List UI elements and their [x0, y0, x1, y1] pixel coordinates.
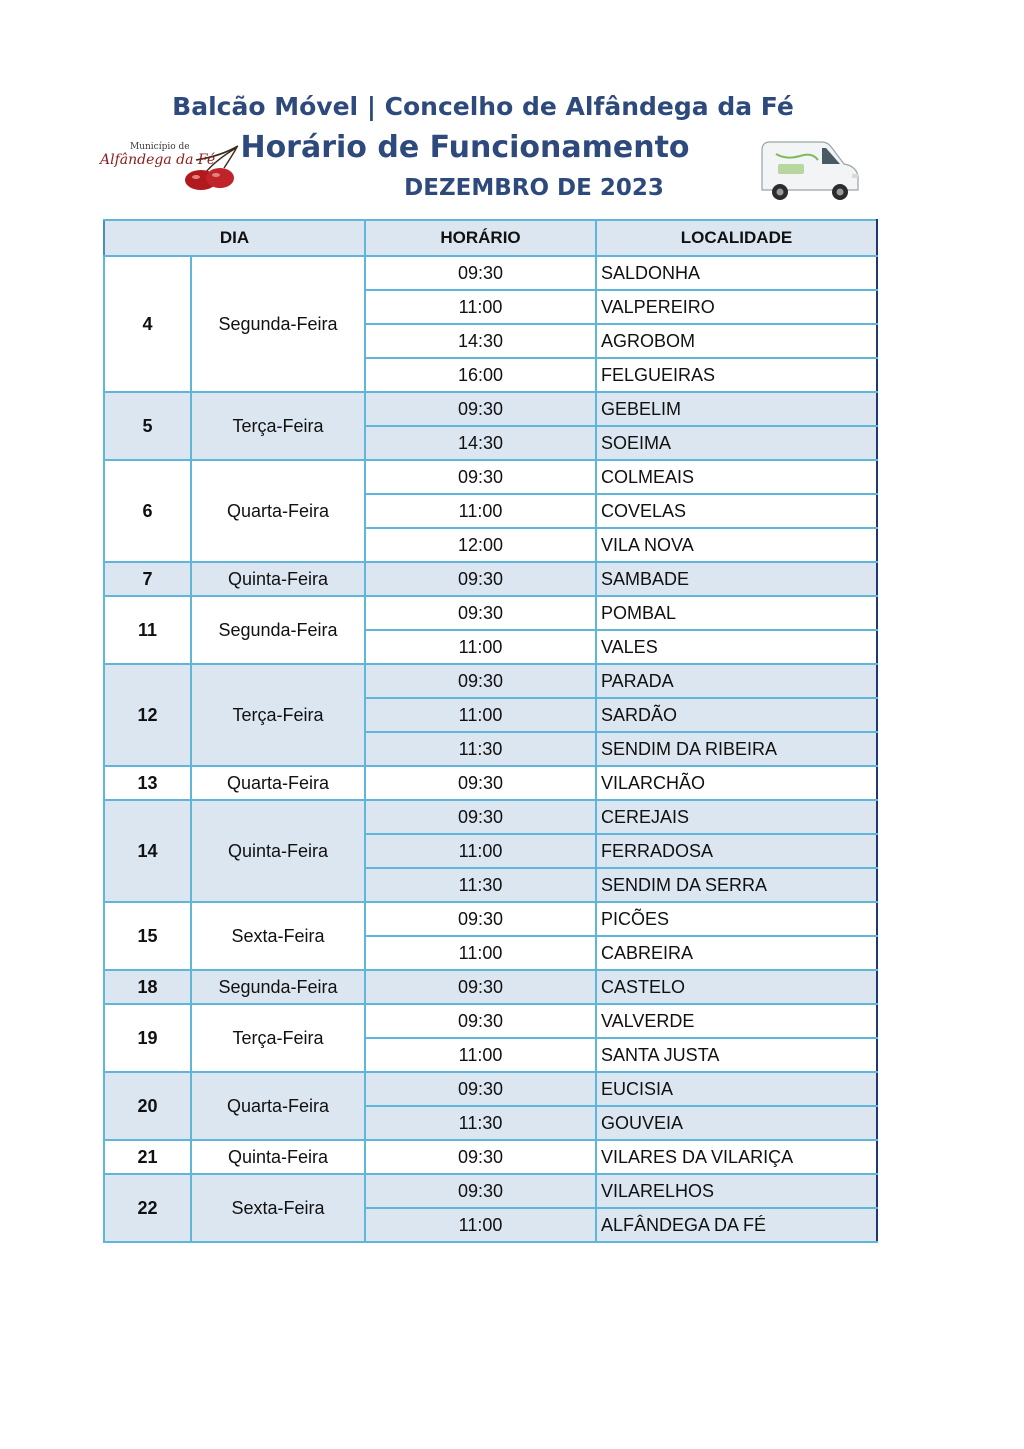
stop-time: 09:30: [365, 970, 596, 1004]
stop-location: VILARES DA VILARIÇA: [596, 1140, 877, 1174]
weekday: Quinta-Feira: [191, 562, 365, 596]
table-header-row: [104, 220, 877, 256]
stop-time: 09:30: [365, 902, 596, 936]
stop-location: GEBELIM: [596, 392, 877, 426]
table-row: [104, 392, 877, 426]
stop-time: 09:30: [365, 1072, 596, 1106]
schedule-title: Horário de Funcionamento: [240, 130, 690, 165]
weekday: Segunda-Feira: [191, 596, 365, 664]
stop-time: 09:30: [365, 1174, 596, 1208]
day-number: 7: [104, 562, 191, 596]
stop-time: 14:30: [365, 426, 596, 460]
stop-location: SOEIMA: [596, 426, 877, 460]
stop-time: 11:00: [365, 494, 596, 528]
table-row: [104, 596, 877, 630]
table-row: [104, 1072, 877, 1106]
weekday: Segunda-Feira: [191, 970, 365, 1004]
stop-location: VILA NOVA: [596, 528, 877, 562]
table-row: [104, 460, 877, 494]
stop-time: 16:00: [365, 358, 596, 392]
stop-time: 09:30: [365, 596, 596, 630]
weekday: Sexta-Feira: [191, 1174, 365, 1242]
stop-time: 11:30: [365, 1106, 596, 1140]
stop-location: SANTA JUSTA: [596, 1038, 877, 1072]
stop-time: 11:00: [365, 1208, 596, 1242]
header-dia: DIA: [104, 220, 365, 256]
table-row: [104, 1174, 877, 1208]
day-number: 18: [104, 970, 191, 1004]
weekday: Quarta-Feira: [191, 1072, 365, 1140]
stop-time: 11:00: [365, 290, 596, 324]
day-number: 21: [104, 1140, 191, 1174]
schedule-body: [104, 256, 877, 1242]
stop-time: 09:30: [365, 800, 596, 834]
weekday: Terça-Feira: [191, 1004, 365, 1072]
day-number: 22: [104, 1174, 191, 1242]
stop-time: 09:30: [365, 562, 596, 596]
stop-location: VALVERDE: [596, 1004, 877, 1038]
mobile-office-van-icon: [756, 134, 862, 206]
day-number: 5: [104, 392, 191, 460]
stop-time: 11:30: [365, 868, 596, 902]
stop-location: FELGUEIRAS: [596, 358, 877, 392]
table-row: [104, 970, 877, 1004]
stop-time: 09:30: [365, 1004, 596, 1038]
table-row: [104, 562, 877, 596]
month-subtitle: DEZEMBRO DE 2023: [404, 175, 664, 201]
stop-location: CABREIRA: [596, 936, 877, 970]
stop-location: COVELAS: [596, 494, 877, 528]
stop-time: 09:30: [365, 460, 596, 494]
stop-location: SENDIM DA RIBEIRA: [596, 732, 877, 766]
stop-time: 11:30: [365, 732, 596, 766]
stop-location: PICÕES: [596, 902, 877, 936]
header-title: Balcão Móvel | Concelho de Alfândega da Fé: [172, 92, 794, 121]
day-number: 14: [104, 800, 191, 902]
stop-location: ALFÂNDEGA DA FÉ: [596, 1208, 877, 1242]
table-row: [104, 1004, 877, 1038]
weekday: Quarta-Feira: [191, 460, 365, 562]
stop-location: VALPEREIRO: [596, 290, 877, 324]
stop-time: 09:30: [365, 664, 596, 698]
day-number: 13: [104, 766, 191, 800]
stop-time: 14:30: [365, 324, 596, 358]
stop-time: 11:00: [365, 936, 596, 970]
table-row: [104, 664, 877, 698]
stop-time: 11:00: [365, 698, 596, 732]
table-row: [104, 766, 877, 800]
stop-location: SAMBADE: [596, 562, 877, 596]
stop-time: 09:30: [365, 256, 596, 290]
logo-caption: Município de: [130, 142, 190, 152]
stop-location: EUCISIA: [596, 1072, 877, 1106]
header-horario: HORÁRIO: [365, 220, 596, 256]
day-number: 12: [104, 664, 191, 766]
weekday: Quarta-Feira: [191, 766, 365, 800]
weekday: Quinta-Feira: [191, 800, 365, 902]
stop-location: VILARELHOS: [596, 1174, 877, 1208]
stop-time: 12:00: [365, 528, 596, 562]
weekday: Terça-Feira: [191, 664, 365, 766]
stop-location: VALES: [596, 630, 877, 664]
stop-location: GOUVEIA: [596, 1106, 877, 1140]
day-number: 11: [104, 596, 191, 664]
stop-location: VILARCHÃO: [596, 766, 877, 800]
stop-location: FERRADOSA: [596, 834, 877, 868]
stop-location: SENDIM DA SERRA: [596, 868, 877, 902]
day-number: 19: [104, 1004, 191, 1072]
stop-location: SARDÃO: [596, 698, 877, 732]
stop-location: AGROBOM: [596, 324, 877, 358]
day-number: 4: [104, 256, 191, 392]
weekday: Sexta-Feira: [191, 902, 365, 970]
stop-time: 09:30: [365, 1140, 596, 1174]
table-row: [104, 256, 877, 290]
stop-location: CEREJAIS: [596, 800, 877, 834]
weekday: Quinta-Feira: [191, 1140, 365, 1174]
stop-time: 09:30: [365, 766, 596, 800]
stop-location: SALDONHA: [596, 256, 877, 290]
stop-time: 11:00: [365, 834, 596, 868]
stop-location: COLMEAIS: [596, 460, 877, 494]
stop-location: PARADA: [596, 664, 877, 698]
stop-time: 11:00: [365, 630, 596, 664]
schedule-table: [103, 219, 878, 1243]
table-row: [104, 800, 877, 834]
day-number: 6: [104, 460, 191, 562]
logo-wordmark: Alfândega da Fé: [100, 152, 216, 168]
weekday: Segunda-Feira: [191, 256, 365, 392]
stop-time: 09:30: [365, 392, 596, 426]
day-number: 20: [104, 1072, 191, 1140]
header-localidade: LOCALIDADE: [596, 220, 877, 256]
table-row: [104, 1140, 877, 1174]
stop-time: 11:00: [365, 1038, 596, 1072]
cherries-logo-icon: [96, 138, 246, 194]
weekday: Terça-Feira: [191, 392, 365, 460]
stop-location: POMBAL: [596, 596, 877, 630]
stop-location: CASTELO: [596, 970, 877, 1004]
table-row: [104, 902, 877, 936]
day-number: 15: [104, 902, 191, 970]
